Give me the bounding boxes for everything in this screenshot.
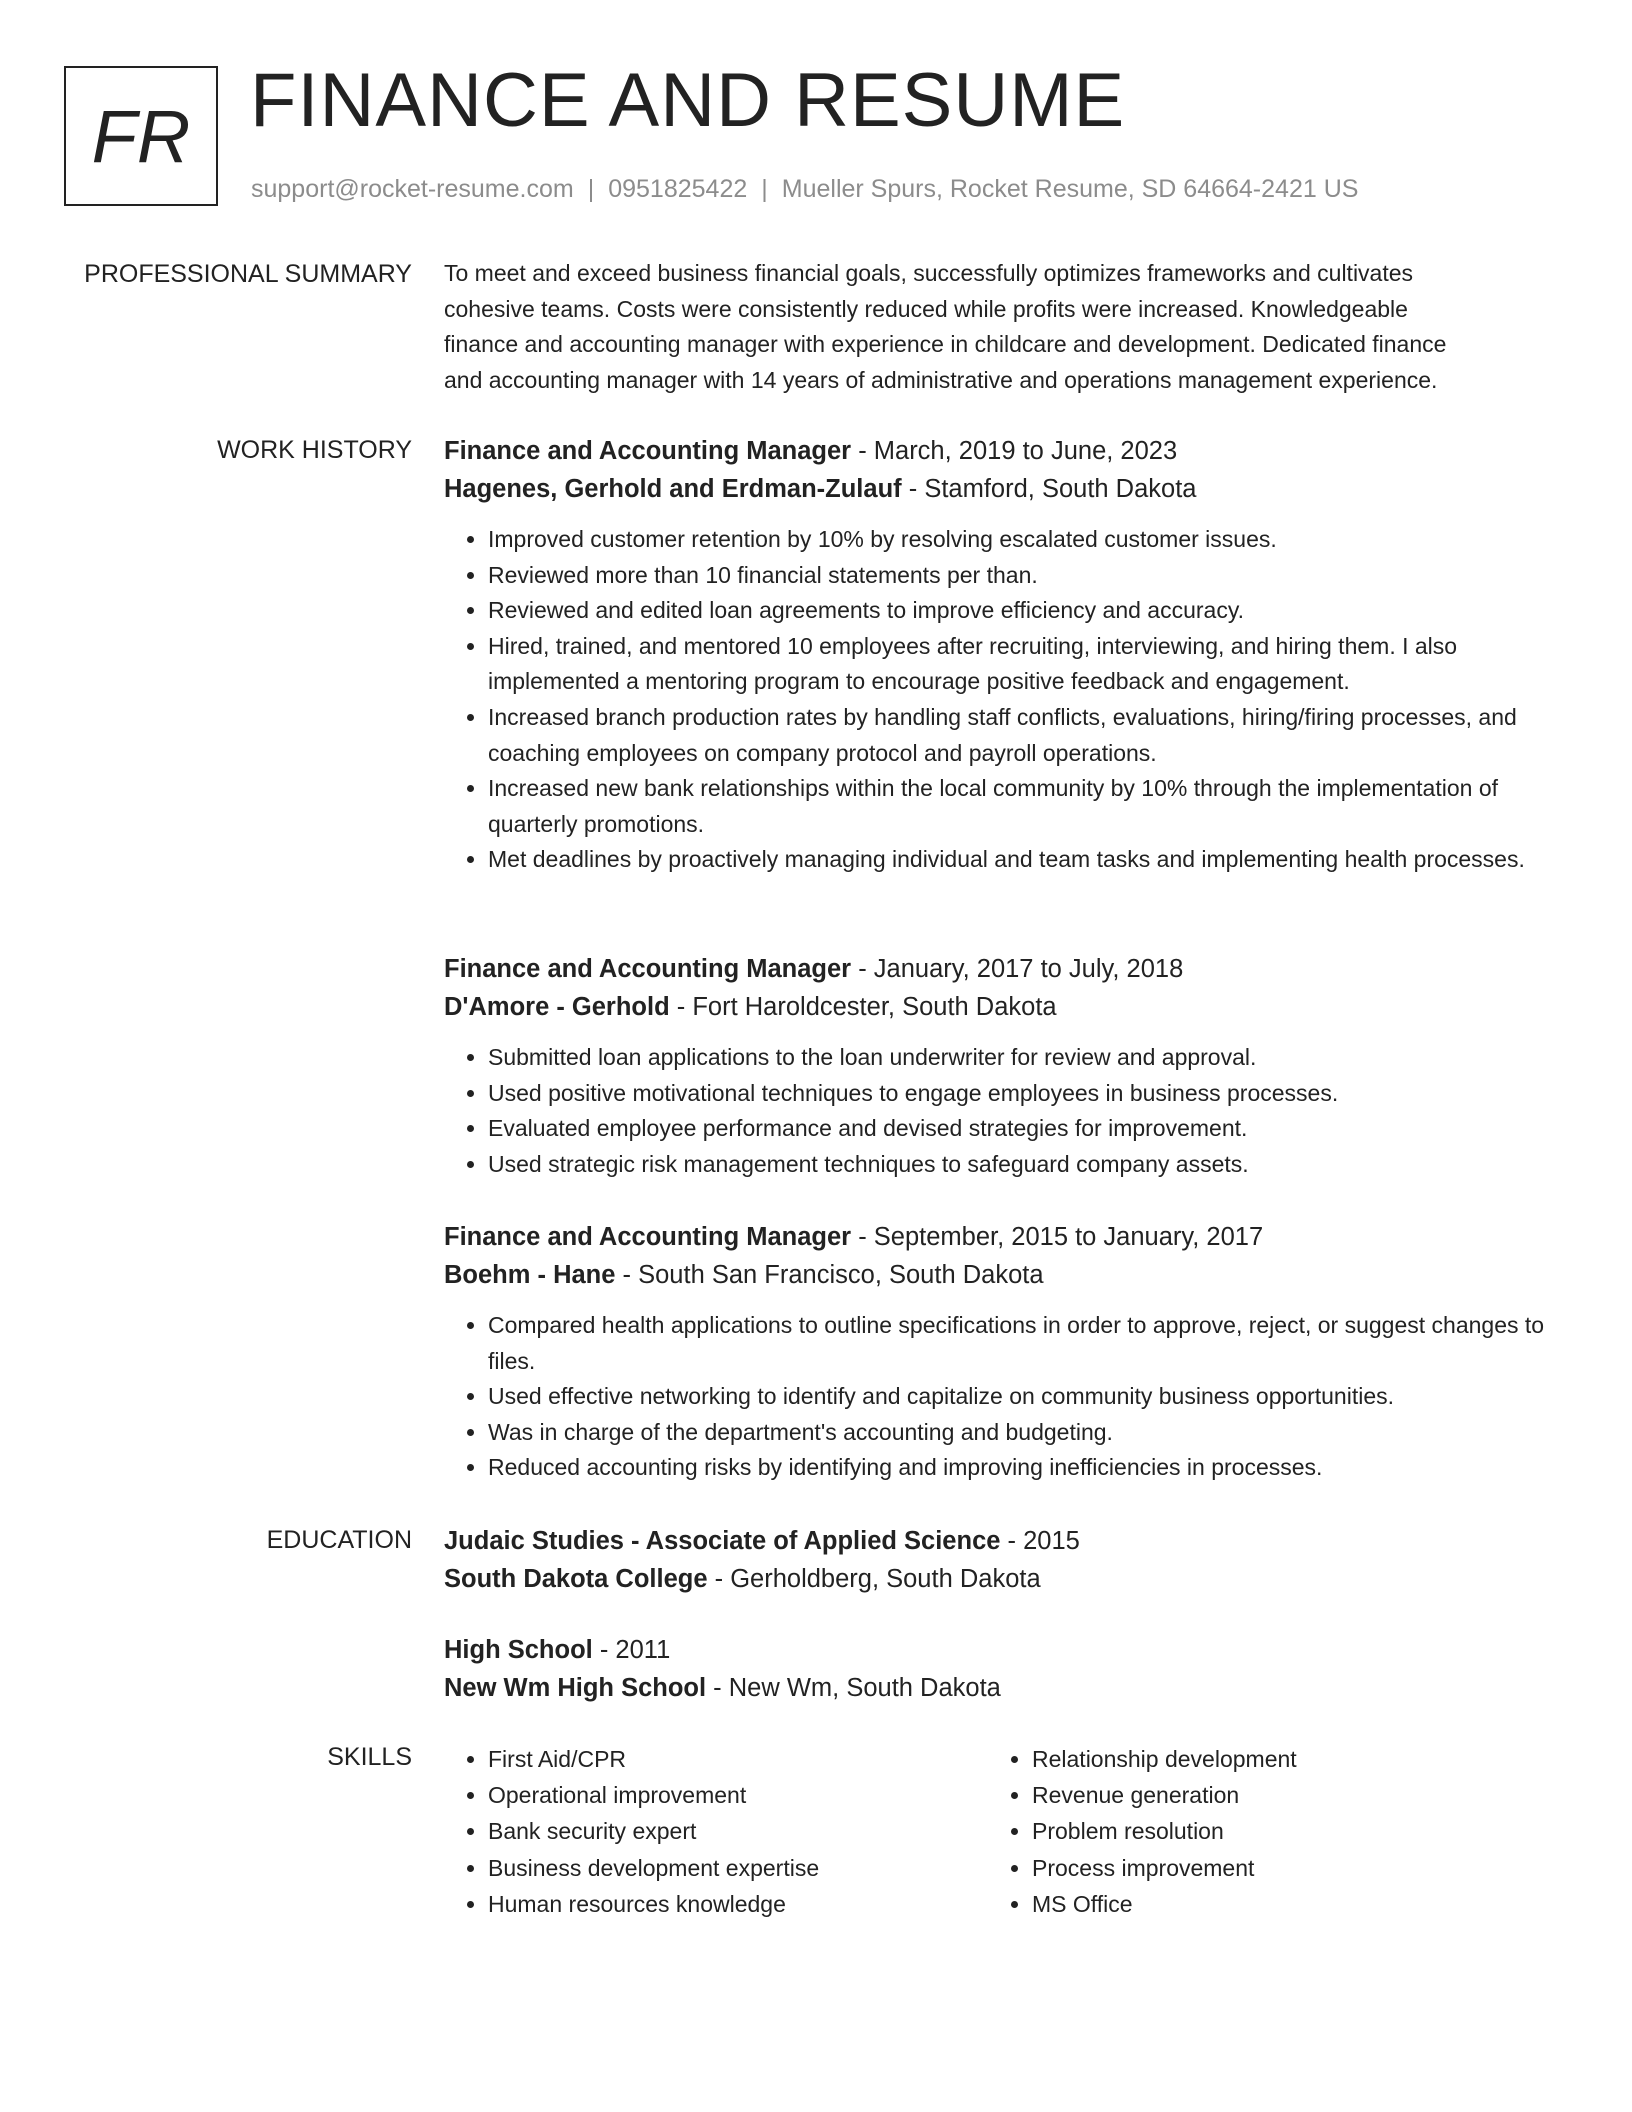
job-dates: - March, 2019 to June, 2023 [851, 437, 1178, 465]
contact-line [251, 174, 1358, 204]
job-bullet: • Increased branch production rates by handling staff conflicts, evaluations, hiring/firing processes, and coaching employees on company protocol and payroll operations. [488, 700, 1564, 771]
education-entry [444, 1522, 1564, 1598]
job-entry [444, 1218, 1564, 1486]
education-heading: EDUCATION [266, 1526, 412, 1554]
job-bullet: • Hired, trained, and mentored 10 employees after recruiting, interviewing, and hiring them. I also implemented a mentoring program to encourage positive feedback and engagement. [488, 629, 1564, 700]
job-title-line [444, 432, 1564, 470]
job-entry [444, 432, 1564, 878]
job-dates: - September, 2015 to January, 2017 [851, 1223, 1264, 1251]
monogram-logo [64, 66, 218, 206]
job-bullet: • Used strategic risk management techniques to safeguard company assets. [488, 1147, 1564, 1183]
job-title: Finance and Accounting Manager [444, 437, 852, 465]
skills-heading: SKILLS [327, 1743, 412, 1771]
job-bullet: • Evaluated employee performance and devised strategies for improvement. [488, 1111, 1564, 1147]
education-school-line [444, 1669, 1564, 1707]
job-title: Finance and Accounting Manager [444, 955, 852, 983]
job-bullet: • Used effective networking to identify and capitalize on community business opportunities. [488, 1379, 1564, 1415]
job-company-line [444, 988, 1564, 1026]
skill-item: • MS Office [1032, 1886, 1532, 1922]
education-entry [444, 1631, 1564, 1707]
skill-item: • Bank security expert [488, 1813, 988, 1849]
education-school: New Wm High School [444, 1674, 707, 1702]
contact-phone: 0951825422 [608, 175, 748, 203]
skill-item: • Relationship development [1032, 1741, 1532, 1777]
job-title-line [444, 950, 1564, 988]
job-bullets [444, 1040, 1564, 1182]
job-bullet: • Reviewed and edited loan agreements to improve efficiency and accuracy. [488, 593, 1564, 629]
job-location: - Fort Haroldcester, South Dakota [669, 993, 1057, 1021]
summary-heading: PROFESSIONAL SUMMARY [84, 260, 412, 288]
summary-line: and accounting manager with 14 years of administrative and operations management experience. [444, 366, 1438, 393]
education-year: - 2011 [592, 1636, 671, 1664]
education-degree-line [444, 1631, 1564, 1669]
job-bullet: • Met deadlines by proactively managing individual and team tasks and implementing health processes. [488, 842, 1564, 878]
monogram-text: FR [91, 94, 191, 178]
skills-column [988, 1741, 1532, 1922]
skill-item: • Revenue generation [1032, 1777, 1532, 1813]
job-location: - Stamford, South Dakota [901, 475, 1197, 503]
education-degree: High School [444, 1636, 593, 1664]
work-history-heading: WORK HISTORY [217, 436, 412, 464]
skill-item: • Human resources knowledge [488, 1886, 988, 1922]
summary-text [444, 256, 1564, 398]
contact-separator: | [587, 175, 595, 203]
job-dates: - January, 2017 to July, 2018 [851, 955, 1184, 983]
job-company: Boehm - Hane [444, 1261, 616, 1289]
contact-separator: | [761, 175, 768, 203]
job-company-line [444, 470, 1564, 508]
job-bullet: • Used positive motivational techniques to engage employees in business processes. [488, 1076, 1564, 1112]
contact-address: Mueller Spurs, Rocket Resume, SD 64664-2421 US [781, 175, 1359, 203]
resume-name: FINANCE AND RESUME [250, 58, 1126, 143]
job-bullet: • Was in charge of the department's accounting and budgeting. [488, 1415, 1564, 1451]
job-bullet: • Reviewed more than 10 financial statements per than. [488, 558, 1564, 594]
skills-column [444, 1741, 988, 1922]
education-location: - New Wm, South Dakota [706, 1674, 1001, 1702]
job-title-line [444, 1218, 1564, 1256]
job-bullet: • Submitted loan applications to the loan underwriter for review and approval. [488, 1040, 1564, 1076]
education-location: - Gerholdberg, South Dakota [707, 1565, 1041, 1593]
education-degree-line [444, 1522, 1564, 1560]
skills-list [444, 1741, 1564, 1922]
job-bullet: • Improved customer retention by 10% by resolving escalated customer issues. [488, 522, 1564, 558]
education-school-line [444, 1560, 1564, 1598]
job-title: Finance and Accounting Manager [444, 1223, 852, 1251]
summary-line: cohesive teams. Costs were consistently reduced while profits were increased. Knowledgeable [444, 295, 1408, 322]
job-bullets [444, 1308, 1564, 1486]
education-school: South Dakota College [444, 1565, 708, 1593]
job-bullets [444, 522, 1564, 878]
summary-line: finance and accounting manager with experience in childcare and development. Dedicated finance [444, 331, 1447, 357]
contact-email: support@rocket-resume.com [251, 175, 574, 203]
job-bullet: • Increased new bank relationships within the local community by 10% through the implementation of quarterly promotions. [488, 771, 1564, 842]
skill-item: • Problem resolution [1032, 1813, 1532, 1849]
job-company-line [444, 1256, 1564, 1294]
summary-line: To meet and exceed business financial goals, successfully optimizes frameworks and cultivates [444, 260, 1414, 286]
skill-item: • First Aid/CPR [488, 1741, 988, 1777]
job-company: Hagenes, Gerhold and Erdman-Zulauf [444, 475, 902, 503]
job-company: D'Amore - Gerhold [444, 993, 670, 1021]
job-bullet: • Compared health applications to outline specifications in order to approve, reject, or suggest changes to files. [488, 1308, 1564, 1379]
job-entry [444, 950, 1564, 1182]
skill-item: • Business development expertise [488, 1850, 988, 1886]
job-location: - South San Francisco, South Dakota [615, 1261, 1044, 1289]
education-degree: Judaic Studies - Associate of Applied Science [444, 1527, 1001, 1555]
skill-item: • Operational improvement [488, 1777, 988, 1813]
education-year: - 2015 [1000, 1527, 1080, 1555]
job-bullet: • Reduced accounting risks by identifying and improving inefficiencies in processes. [488, 1450, 1564, 1486]
skill-item: • Process improvement [1032, 1850, 1532, 1886]
